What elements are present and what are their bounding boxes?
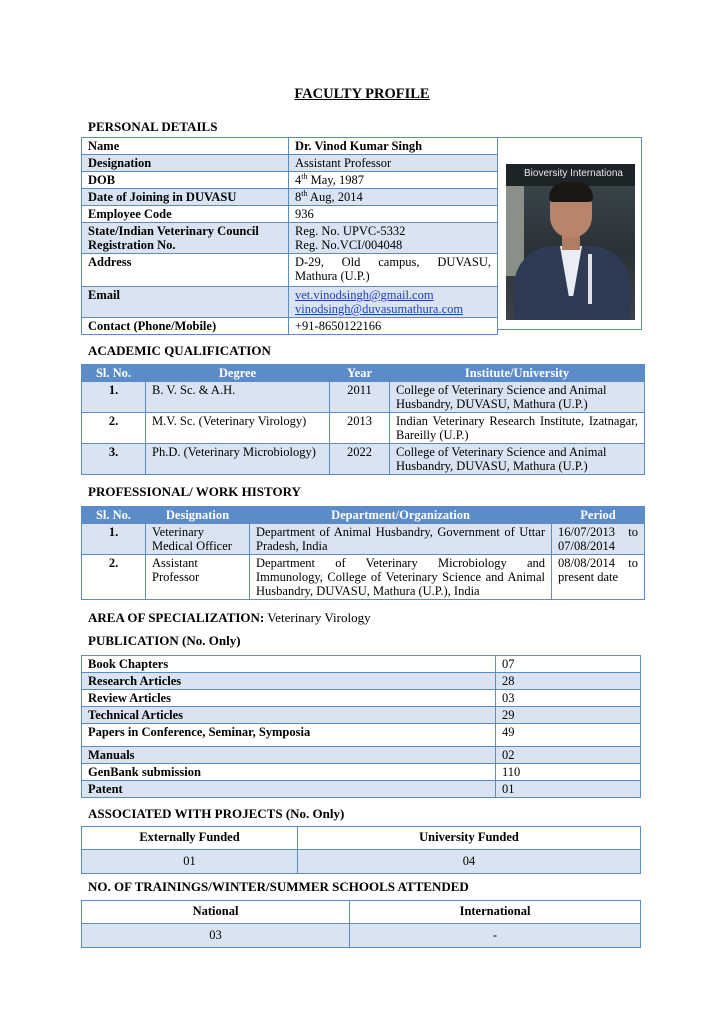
trainings-header-national: National [82,901,350,924]
academic-header-institute: Institute/University [390,365,645,382]
publication-label: Patent [82,781,496,798]
publication-label: Review Articles [82,690,496,707]
trainings-heading: NO. OF TRAININGS/WINTER/SUMMER SCHOOLS ATTENDED [88,879,469,894]
work-slno: 1. [82,524,146,555]
table-row [82,781,641,798]
academic-institute: College of Veterinary Science and Animal Husbandry, DUVASU, Mathura (U.P.) [390,382,645,413]
work-period: 16/07/2013 to 07/08/2014 [552,524,645,555]
address-label: Address [82,254,289,287]
profile-photo-image [506,164,635,320]
table-row [82,172,498,189]
photo-person-lanyard [588,254,592,304]
academic-header-slno: Sl. No. [82,365,146,382]
academic-year: 2022 [330,444,390,475]
publication-value: 07 [496,656,641,673]
work-designation: Assistant Professor [146,555,250,600]
registration-vci: Reg. No.VCI/004048 [295,238,403,252]
work-header-designation: Designation [146,507,250,524]
trainings-international-value: - [350,924,641,948]
employee-code-label: Employee Code [82,206,289,223]
academic-degree: M.V. Sc. (Veterinary Virology) [146,413,330,444]
table-row [82,850,641,874]
publication-heading: PUBLICATION (No. Only) [88,633,241,648]
profile-photo [497,137,642,330]
dob-day: 4 [295,173,302,187]
work-header-slno: Sl. No. [82,507,146,524]
dob-value [289,172,498,189]
table-row [82,747,641,764]
publication-value: 03 [496,690,641,707]
projects-header-university: University Funded [298,827,641,850]
specialization-label: AREA OF SPECIALIZATION: [88,610,265,625]
contact-label: Contact (Phone/Mobile) [82,318,289,335]
academic-table [81,364,645,475]
table-row [82,524,645,555]
table-row [82,413,645,444]
address-value: D-29, Old campus, DUVASU, Mathura (U.P.) [289,254,498,287]
table-header-row [82,507,645,524]
academic-year: 2013 [330,413,390,444]
work-period: 08/08/2014 to present date [552,555,645,600]
specialization-line [88,610,371,626]
projects-external-value: 01 [82,850,298,874]
academic-heading: ACADEMIC QUALIFICATION [88,343,271,358]
projects-table [81,826,641,874]
academic-slno: 3. [82,444,146,475]
academic-slno: 2. [82,413,146,444]
work-department: Department of Animal Husbandry, Government of Uttar Pradesh, India [250,524,552,555]
publication-label: GenBank submission [82,764,496,781]
table-row [82,724,641,747]
academic-degree: B. V. Sc. & A.H. [146,382,330,413]
work-slno: 2. [82,555,146,600]
personal-details-heading: PERSONAL DETAILS [88,119,218,134]
table-header-row [82,365,645,382]
trainings-table [81,900,641,948]
academic-degree: Ph.D. (Veterinary Microbiology) [146,444,330,475]
name-value: Dr. Vinod Kumar Singh [289,138,498,155]
trainings-header-international: International [350,901,641,924]
photo-person-hair [549,182,593,202]
doj-sup: th [301,188,308,198]
registration-value [289,223,498,254]
academic-header-year: Year [330,365,390,382]
designation-label: Designation [82,155,289,172]
table-row [82,924,641,948]
academic-header-degree: Degree [146,365,330,382]
publication-label: Research Articles [82,673,496,690]
projects-header-external: Externally Funded [82,827,298,850]
table-row [82,555,645,600]
academic-institute: College of Veterinary Science and Animal Husbandry, DUVASU, Mathura (U.P.) [390,444,645,475]
table-row [82,287,498,318]
name-label: Name [82,138,289,155]
personal-details-table [81,137,498,335]
table-row [82,444,645,475]
contact-value: +91-8650122166 [289,318,498,335]
work-header-period: Period [552,507,645,524]
publication-value: 29 [496,707,641,724]
employee-code-value: 936 [289,206,498,223]
publication-label: Book Chapters [82,656,496,673]
publication-value: 02 [496,747,641,764]
specialization-value: Veterinary Virology [264,610,371,625]
table-row [82,223,498,254]
table-row [82,206,498,223]
email-label: Email [82,287,289,318]
publication-table [81,655,641,798]
doj-rest: Aug, 2014 [307,190,363,204]
dob-label: DOB [82,172,289,189]
table-row [82,764,641,781]
publication-value: 110 [496,764,641,781]
designation-value: Assistant Professor [289,155,498,172]
table-header-row [82,827,641,850]
table-row [82,155,498,172]
academic-institute: Indian Veterinary Research Institute, Izatnagar, Bareilly (U.P.) [390,413,645,444]
work-designation: Veterinary Medical Officer [146,524,250,555]
table-header-row [82,901,641,924]
publication-value: 01 [496,781,641,798]
email-value [289,287,498,318]
publication-value: 49 [496,724,641,747]
table-row [82,138,498,155]
table-row [82,254,498,287]
academic-year: 2011 [330,382,390,413]
trainings-national-value: 03 [82,924,350,948]
publication-value: 28 [496,673,641,690]
table-row [82,690,641,707]
photo-background-sign: Bioversity Internationa [506,164,635,186]
email-link-gmail[interactable]: vet.vinodsingh@gmail.com [295,288,434,302]
registration-upvc: Reg. No. UPVC-5332 [295,224,406,238]
dob-sup: th [301,171,308,181]
dob-rest: May, 1987 [307,173,364,187]
page-title: FACULTY PROFILE [294,86,430,102]
table-row [82,707,641,724]
email-link-duvasu[interactable]: vinodsingh@duvasumathura.com [295,302,464,316]
work-history-table [81,506,645,600]
doj-value [289,189,498,206]
table-row [82,189,498,206]
publication-label: Technical Articles [82,707,496,724]
table-row [82,673,641,690]
work-department: Department of Veterinary Microbiology and Immunology, College of Veterinary Science and Animal Husbandry, DUVASU, Mathura (U.P.), India [250,555,552,600]
projects-university-value: 04 [298,850,641,874]
table-row [82,318,498,335]
registration-label: State/Indian Veterinary Council Registration No. [82,223,289,254]
publication-label: Papers in Conference, Seminar, Symposia [82,724,496,747]
publication-label: Manuals [82,747,496,764]
doj-label: Date of Joining in DUVASU [82,189,289,206]
work-header-department: Department/Organization [250,507,552,524]
table-row [82,382,645,413]
doj-day: 8 [295,190,302,204]
projects-heading: ASSOCIATED WITH PROJECTS (No. Only) [88,806,345,821]
table-row [82,656,641,673]
academic-slno: 1. [82,382,146,413]
work-history-heading: PROFESSIONAL/ WORK HISTORY [88,484,301,499]
